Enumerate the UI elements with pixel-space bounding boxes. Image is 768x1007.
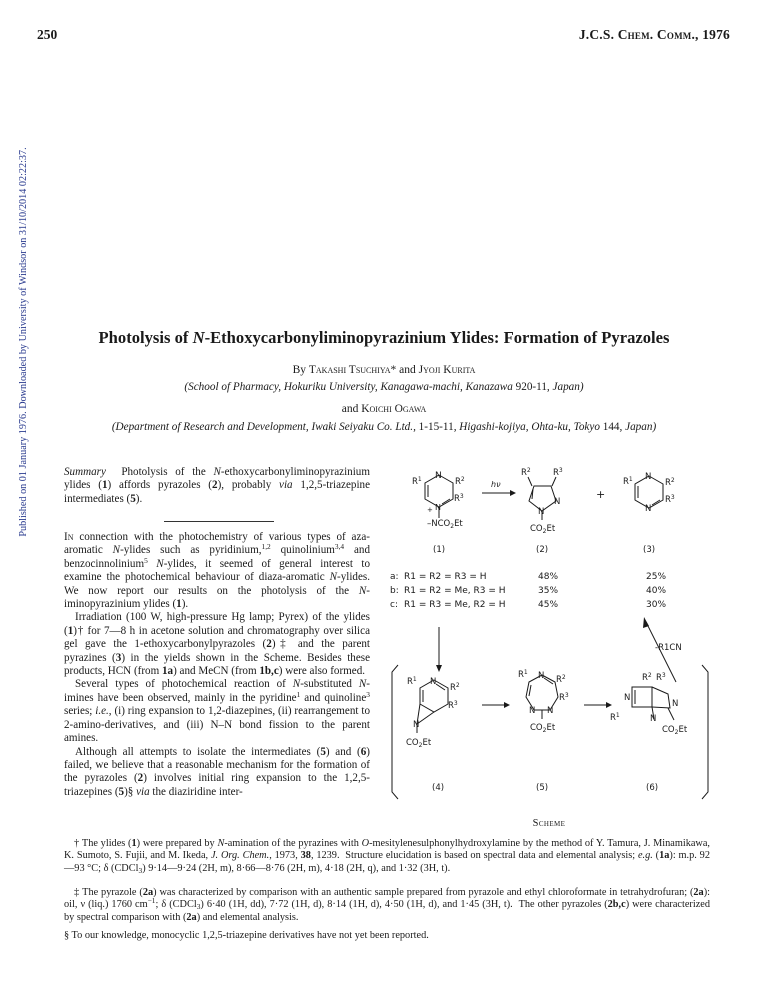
paragraph-3: Several types of photochemical reaction of N-substituted N-imines have been observed, mainly in the pyridine$^1$ and quinoline$^3$ series; i.e., (i) ring expansion to 1,2-diazepines, (ii) rearrangement to 2-amino-derivatives, and (iii) N–N bond fission to the parent amines. (64, 678, 370, 745)
svg-text:N: N (413, 720, 420, 730)
svg-text:35%: 35% (538, 586, 559, 596)
affiliation-2: (Department of Research and Development, Iwaki Seiyaku Co. Ltd., 1-15-11, Higashi-kojiya, Ohta-ku, Tokyo 144, Japan) (111, 421, 657, 433)
svg-text:48%: 48% (538, 572, 559, 582)
svg-text:R2: $R^2$ (642, 672, 652, 683)
svg-text:N: N (529, 706, 536, 716)
and-author: and Koichi Ogawa (341, 403, 427, 415)
svg-text:30%: 30% (646, 600, 667, 610)
svg-text:R3: $R^3$ (553, 467, 563, 478)
svg-text:R1: $R^1$ (407, 676, 417, 687)
svg-text:R1 = R3 = Me, R2 = H: R1 = R3 = Me, R2 = H (404, 600, 506, 610)
svg-text:-R1CN: -R1CN (655, 643, 682, 653)
journal-header: J.C.S. Chem. Comm., 1976 (578, 27, 730, 42)
svg-text:N: N (624, 693, 631, 703)
compound-1-structure (412, 471, 465, 530)
svg-text:R2: $R^2$ (556, 674, 566, 685)
svg-text:R3: $R^3$ (454, 493, 464, 504)
svg-text:R2: $R^2$ (665, 477, 675, 488)
article-body (64, 531, 370, 799)
svg-text:(1): (1) (433, 545, 446, 555)
svg-text:N: N (435, 503, 441, 512)
svg-text:(3): (3) (643, 545, 656, 555)
svg-text:N: N (430, 677, 437, 687)
svg-text:(6): (6) (646, 783, 659, 793)
paragraph-2: Irradiation (100 W, high-pressure Hg lamp; Pyrex) of the ylides (1)† for 7—8 h in acetone solution and chromatography over silica gel gave the 1-ethoxycarbonylpyrazoles (2)‡ and the parent pyrazines (3) in the yields shown in the Scheme. Besides these products, HCN (from 1a) and MeCN (from 1b,c) were also formed. (64, 611, 370, 678)
compound-4-structure (406, 676, 460, 749)
footnote-double-dagger: ‡ The pyrazole (2a) was characterized by comparison with an authentic sample prepared from pyrazole and ethyl chloroformate in tetrahydrofuran; (2a): oil, ν (liq.) 1760 $cm^{-1}$; δ (CDCl$_3$) 6·40 (1H, dd), 7·72 (1H, d), 8·14 (1H, d), 4·50 (1H, d), and 1·45 (3H, t). The other pyrazoles (2b,c) were characterized by spectral comparison with (2a) and elemental analysis. (64, 887, 711, 923)
svg-text:(5): (5) (536, 783, 549, 793)
svg-text:R3: $R^3$ (448, 700, 458, 711)
svg-text:40%: 40% (646, 586, 667, 596)
svg-text:N: N (547, 706, 554, 716)
page-number: 250 (37, 27, 58, 42)
svg-text:c:: c: (390, 600, 398, 610)
footnote-section: § To our knowledge, monocyclic 1,2,5-triazepine derivatives have not yet been reported. (64, 930, 429, 941)
svg-text:R3: $R^3$ (665, 494, 675, 505)
svg-text:N: N (554, 497, 561, 507)
svg-text:CO2Et: $CO_2Et$ (530, 524, 556, 535)
paragraph-4: Although all attempts to isolate the intermediates (5) and (6) failed, we believe that a reasonable mechanism for the formation of the pyrazoles (2) involves initial ring expansion to the 1,2,5-triazepines (5)§ via the diaziridine inter- (64, 745, 370, 798)
compound-3-structure (623, 472, 675, 514)
svg-text:R3: $R^3$ (656, 672, 666, 683)
svg-text:R3: $R^3$ (559, 692, 569, 703)
svg-text:(2): (2) (536, 545, 549, 555)
svg-text:R1: $R^1$ (623, 476, 633, 487)
article-title: Photolysis of N-Ethoxycarbonyliminopyrazinium Ylides: Formation of Pyrazoles (98, 328, 670, 347)
svg-text:(4): (4) (432, 783, 445, 793)
svg-text:45%: 45% (538, 600, 559, 610)
publication-note: Published on 01 January 1976. Downloaded by University of Windsor on 31/10/2014 02:22:37. (18, 147, 29, 537)
svg-text:R2: $R^2$ (521, 467, 531, 478)
svg-text:R1 = R2 = R3 = H: R1 = R2 = R3 = H (404, 572, 487, 582)
svg-text:25%: 25% (646, 572, 667, 582)
scheme-label: Scheme (532, 818, 566, 829)
footnote-dagger: † The ylides (1) were prepared by N-amination of the pyrazines with O-mesitylenesulphonylhydroxylamine by the method of Y. Tamura, J. Minamikawa, K. Sumoto, S. Fujii, and M. Ikeda, J. Org. Chem., 1973, 38, 1239. Structure elucidation is based on spectral data and elemental analysis; e.g. (1a): m.p. 92—93 °C; δ (CDCl$_3$) 9·14—9·24 (2H, m), 8·66—8·76 (2H, m), 4·18 (2H, q), and 1·32 (3H, t). (64, 838, 710, 875)
svg-text:N: N (672, 699, 679, 709)
reaction-scheme (384, 462, 714, 817)
svg-text:R2: $R^2$ (455, 476, 465, 487)
svg-text:b:: b: (390, 586, 399, 596)
summary-rule (164, 521, 274, 522)
svg-text:CO2Et: $CO_2Et$ (662, 725, 688, 736)
svg-text:R1: $R^1$ (610, 712, 620, 723)
svg-text:N: N (645, 504, 652, 514)
svg-text:hν: hν (491, 480, 501, 489)
compound-5-structure (518, 669, 569, 734)
summary: Summary Photolysis of the N-ethoxycarbonyliminopyrazinium ylides (1) affords pyrazoles (2), probably via 1,2,5-triazepine intermediates (5). (64, 466, 371, 505)
svg-text:+: + (596, 488, 606, 501)
svg-text:R1: $R^1$ (518, 669, 528, 680)
svg-text:N: N (538, 671, 545, 681)
svg-text:R1: $R^1$ (412, 476, 422, 487)
svg-text:CO2Et: $CO_2Et$ (406, 738, 432, 749)
svg-text:R1 = R2 = Me, R3 = H: R1 = R2 = Me, R3 = H (404, 586, 506, 596)
svg-text:a:: a: (390, 572, 399, 582)
svg-text:–NCO2Et: $-NCO_2Et$ (427, 519, 463, 530)
authors: By Takashi Tsuchiya* and Jyoji Kurita (292, 364, 476, 376)
svg-text:N: N (435, 471, 442, 481)
svg-text:N: N (650, 714, 657, 724)
compound-2-structure (521, 467, 563, 535)
svg-text:CO2Et: $CO_2Et$ (530, 723, 556, 734)
svg-text:R2: $R^2$ (450, 682, 460, 693)
affiliation-1: (School of Pharmacy, Hokuriku University, Kanagawa-machi, Kanazawa 920-11, Japan) (184, 381, 584, 393)
svg-text:N: N (538, 507, 545, 517)
svg-text:N: N (645, 472, 652, 482)
svg-text:+: + (427, 506, 433, 514)
paragraph-1: In connection with the photochemistry of various types of aza-aromatic N-ylides such as pyridinium,$^{1,2}$ quinolinium$^{3,4}$ and benzocinnolinium$^5$ N-ylides, it seemed of general interest to examine the photochemical behaviour of diaza-aromatic N-ylides. We now report our results on the photolysis of the N-iminopyrazinium ylides (1). (64, 531, 371, 611)
